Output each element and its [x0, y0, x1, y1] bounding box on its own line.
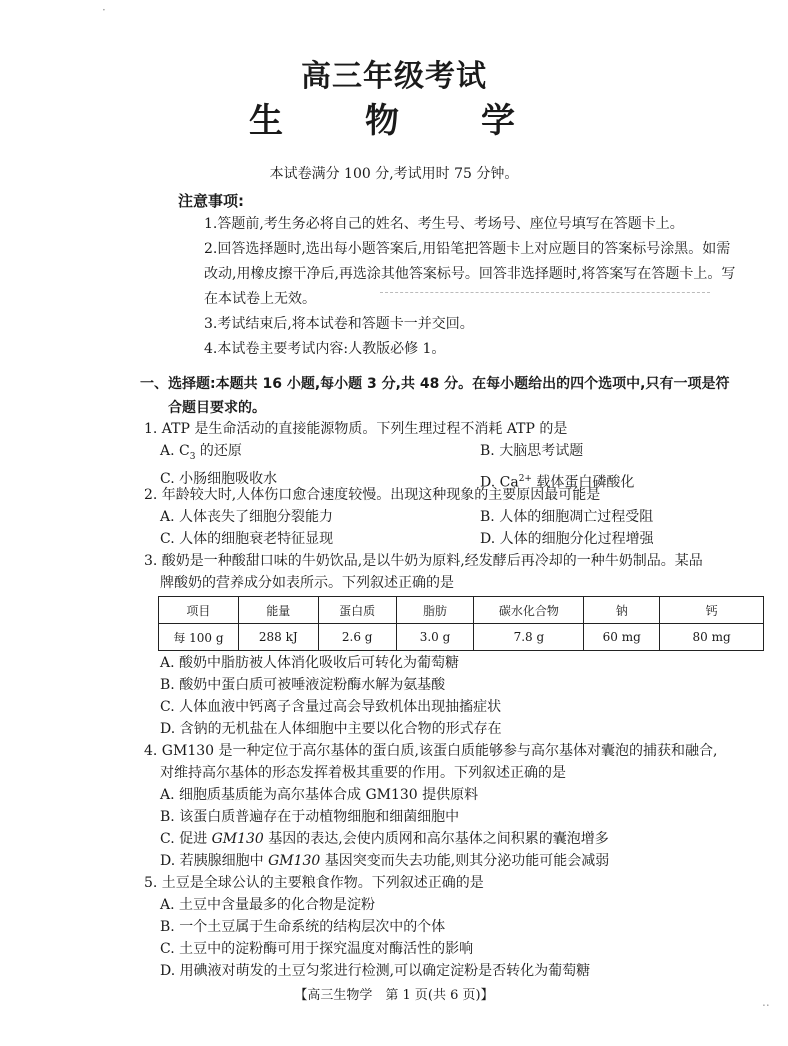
option-c [144, 828, 774, 850]
notice-item: 4.本试卷主要考试内容:人教版必修 1。 [204, 341, 446, 357]
question-2 [144, 484, 774, 550]
table-cell: 3.0 g [396, 624, 474, 651]
option-text: D. Ca [480, 474, 519, 491]
question-stem: 5. 土豆是全球公认的主要粮食作物。下列叙述正确的是 [144, 875, 484, 891]
table-header: 钙 [660, 597, 764, 624]
gene-name: GM130 [268, 853, 321, 869]
table-header: 钠 [584, 597, 660, 624]
option-d: D. 含钠的无机盐在人体细胞中主要以化合物的形式存在 [160, 721, 502, 737]
question-stem: 对维持高尔基体的形态发挥着极其重要的作用。下列叙述正确的是 [160, 765, 566, 781]
table-header-row [159, 597, 764, 624]
option-text: A. C [160, 443, 190, 459]
option-a [160, 440, 480, 468]
option-c: C. 人体血液中钙离子含量过高会导致机体出现抽搐症状 [160, 699, 502, 715]
exam-title: 高三年级考试 [301, 59, 487, 94]
table-cell: 288 kJ [238, 624, 318, 651]
option-d: D. 人体的细胞分化过程增强 [480, 531, 654, 547]
exam-meta: 本试卷满分 100 分,考试用时 75 分钟。 [269, 166, 519, 182]
option-text: 的还原 [195, 443, 242, 459]
option-a: A. 酸奶中脂肪被人体消化吸收后可转化为葡萄糖 [160, 655, 460, 671]
section-line: 一、选择题:本题共 16 小题,每小题 3 分,共 48 分。在每小题给出的四个选项中,只有一项是符 [140, 376, 730, 392]
table-cell: 60 mg [584, 624, 660, 651]
page-footer: 【高三生物学 第 1 页(共 6 页)】 [294, 988, 494, 1003]
option-b: B. 一个土豆属于生命系统的结构层次中的个体 [160, 919, 446, 935]
option-text: 基因的表达,会使内质网和高尔基体之间积累的囊泡增多 [263, 831, 609, 847]
table-header: 项目 [159, 597, 239, 624]
gene-name: GM130 [211, 831, 264, 847]
option-b: B. 人体的细胞凋亡过程受阻 [480, 509, 654, 525]
option-d: D. 用碘液对萌发的土豆匀浆进行检测,可以确定淀粉是否转化为葡萄糖 [160, 963, 591, 979]
question-4 [144, 740, 774, 872]
scan-mark [380, 292, 710, 293]
table-cell: 80 mg [660, 624, 764, 651]
option-c: C. 人体的细胞衰老特征显现 [160, 531, 334, 547]
notice-list [176, 212, 736, 362]
notice-heading: 注意事项: [178, 192, 244, 210]
option-d [144, 850, 774, 872]
option-a: A. 人体丧失了细胞分裂能力 [160, 509, 334, 525]
table-header: 脂肪 [396, 597, 474, 624]
notice-item: 2.回答选择题时,选出每小题答案后,用铅笔把答题卡上对应题目的答案标号涂黑。如需改动,用橡皮擦干净后,再选涂其他答案标号。回答非选择题时,将答案写在答题卡上。写在本试卷上无效。 [204, 241, 736, 307]
superscript: 2+ [518, 473, 532, 484]
option-text: C. 促进 [160, 831, 212, 847]
table-header: 能量 [238, 597, 318, 624]
section-heading [140, 372, 780, 420]
question-1 [144, 418, 774, 493]
table-cell: 2.6 g [318, 624, 396, 651]
option-a: A. 土豆中含量最多的化合物是淀粉 [160, 897, 376, 913]
option-b: B. 大脑思考试题 [480, 443, 584, 459]
table-cell: 每 100 g [159, 624, 239, 651]
table-row [159, 624, 764, 651]
table-header: 蛋白质 [318, 597, 396, 624]
nutrition-table [158, 596, 764, 651]
question-stem: 4. GM130 是一种定位于高尔基体的蛋白质,该蛋白质能够参与高尔基体对囊泡的捕获和融合, [144, 743, 718, 759]
option-c: C. 小肠细胞吸收水 [160, 470, 278, 487]
question-5 [144, 872, 774, 982]
option-b: B. 该蛋白质普遍存在于动植物细胞和细菌细胞中 [160, 809, 460, 825]
question-stem: 3. 酸奶是一种酸甜口味的牛奶饮品,是以牛奶为原料,经发酵后再冷却的一种牛奶制品。某品 [144, 553, 703, 569]
table-header: 碳水化合物 [474, 597, 584, 624]
question-3 [144, 550, 774, 594]
option-a: A. 细胞质基质能为高尔基体合成 GM130 提供原料 [160, 787, 479, 803]
options [144, 506, 774, 550]
option-b: B. 酸奶中蛋白质可被唾液淀粉酶水解为氨基酸 [160, 677, 446, 693]
question-3-options [144, 652, 774, 740]
notice-item: 1.答题前,考生务必将自己的姓名、考生号、考场号、座位号填写在答题卡上。 [204, 216, 684, 232]
table-cell: 7.8 g [474, 624, 584, 651]
option-text: 基因突变而失去功能,则其分泌功能可能会减弱 [320, 853, 610, 869]
option-c: C. 土豆中的淀粉酶可用于探究温度对酶活性的影响 [160, 941, 474, 957]
option-text: D. 若胰腺细胞中 [160, 853, 269, 869]
section-line: 合题目要求的。 [168, 400, 266, 416]
subject-title: 生 物 学 [249, 101, 539, 141]
subscript: 3 [189, 451, 196, 462]
notice-item: 3.考试结束后,将本试卷和答题卡一并交回。 [204, 316, 474, 332]
option-text: 载体蛋白磷酸化 [531, 474, 635, 491]
question-stem: 1. ATP 是生命活动的直接能源物质。下列生理过程不消耗 ATP 的是 [144, 421, 568, 437]
scan-speck: · [102, 3, 106, 17]
scan-speck: .. [762, 995, 770, 1009]
question-stem: 牌酸奶的营养成分如表所示。下列叙述正确的是 [160, 575, 454, 591]
question-stem: 2. 年龄较大时,人体伤口愈合速度较慢。出现这种现象的主要原因最可能是 [144, 487, 601, 503]
